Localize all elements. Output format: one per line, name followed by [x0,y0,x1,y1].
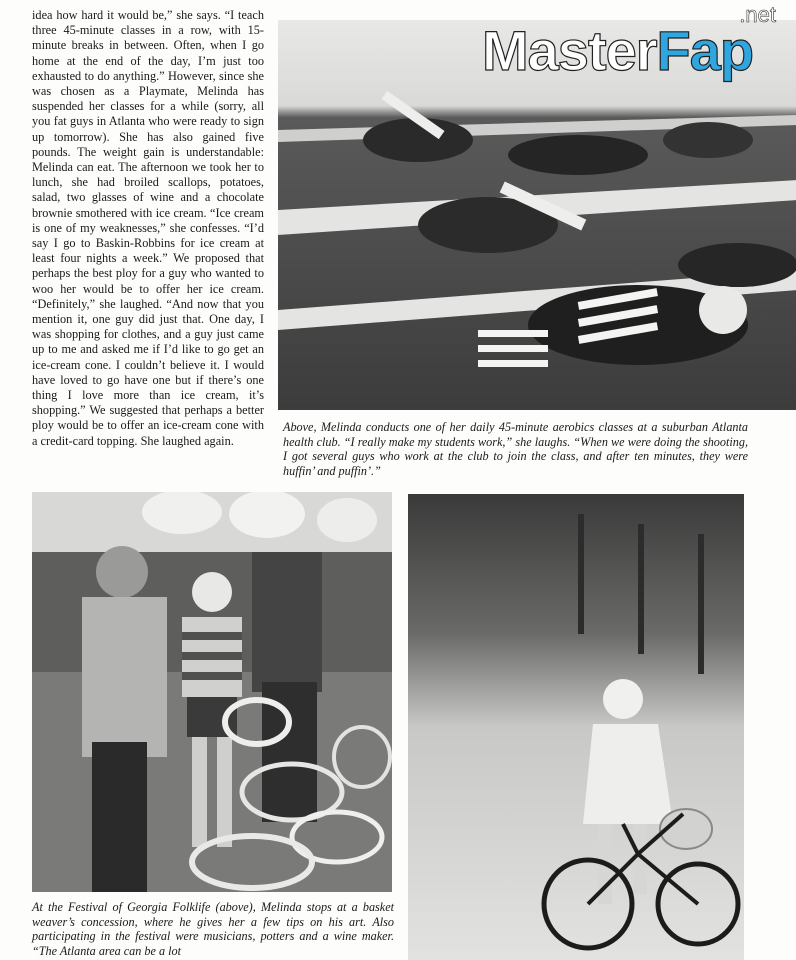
article-body-column [32,8,264,449]
site-watermark-logo [476,0,796,90]
watermark-main-text: MasterFap [482,19,754,82]
article-body-text: idea how hard it would be,” she says. “I teach three 45-minute classes in a row, with 15-minute breaks in between. Often, when I go home at the end of the day, I’m just too exhausted to do anything.” However, since she was chosen as a Playmate, Melinda has suspended her classes for a while (sorry, all you fat guys in Atlanta who were ready to sign up tomorrow). She has also gained five pounds. The weight gain is understandable: Melinda can eat. The afternoon we took her to lunch, she had broiled scallops, potatoes, salad, two glasses of wine and a chocolate brownie smothered with ice cream. “Ice cream is one of my weaknesses,” she confesses. “I’d say I go to Baskin-Robbins for ice cream at least four nights a week.” We proposed that perhaps the best ploy for a guy who wanted to woo her would be to offer her ice cream. “Definitely,” she laughed. “And now that you mention it, one guy did just that. One day, I was shopping for clothes, and a guy just came up to me and asked me if I’d like to go get an ice-cream cone. I couldn’t believe it. I would have loved to go have one but if there’s one thing I love more than ice cream, it’s shopping.” We suggested that perhaps a better ploy would be to offer an ice-cream cone with a credit-card topping. She laughed again. [32,8,264,448]
festival-photo [32,492,392,892]
aerobics-photo-caption: Above, Melinda conducts one of her daily 45-minute aerobics classes at a suburban Atlanta health club. “I really make my students work,” she laughs. “When we were doing the shooting, I got several guys who work at the club to join the class, and after ten minutes, they were huffin’ and puffin’.” [283,420,748,478]
watermark-sub-text: .net [739,2,776,27]
bicycle-photo [408,494,744,960]
festival-photo-caption: At the Festival of Georgia Folklife (above), Melinda stops at a basket weaver’s concession, where he gives her a few tips on his art. Also participating in the festival were musicians, potters and a wine maker. “The Atlanta area can be a lot [32,900,394,958]
